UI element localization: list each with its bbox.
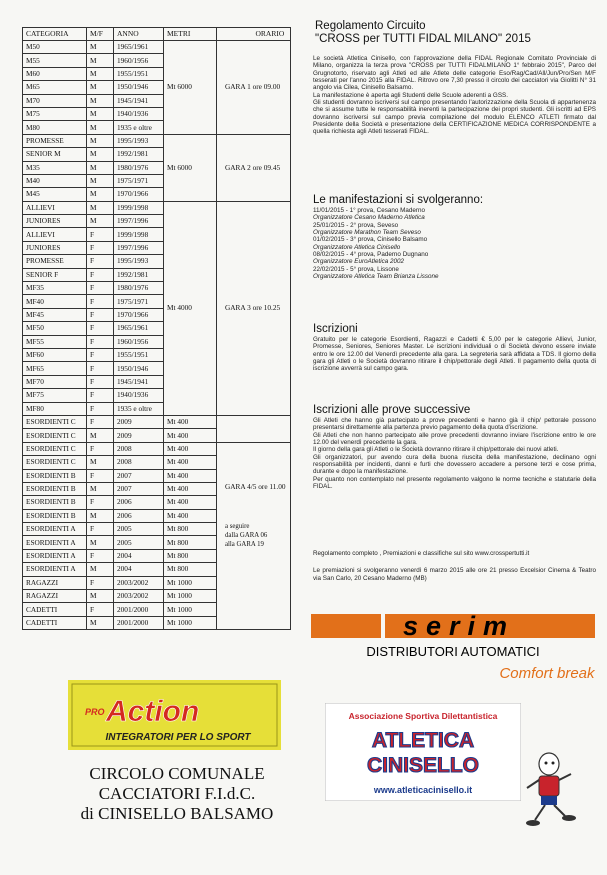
row-categoria: SENIOR M [23, 148, 87, 161]
row-metri: Mt 800 [164, 549, 217, 562]
row-categoria: RAGAZZI [23, 576, 87, 589]
header-mf: M/F [87, 28, 114, 41]
row-mf: M [87, 54, 114, 67]
row-mf: M [87, 67, 114, 80]
footer-website: Regolamento completo , Premiazioni e classifiche sul sito www.crosspertutti.it [313, 550, 530, 557]
row-mf: F [87, 523, 114, 536]
circolo-line-2: CACCIATORI F.I.d.C. [98, 784, 256, 803]
header-categoria: CATEGORIA [23, 28, 87, 41]
circolo-line-3: di CINISELLO BALSAMO [80, 804, 274, 823]
row-categoria: MF75 [23, 389, 87, 402]
row-anno: 1940/1936 [114, 389, 164, 402]
row-anno: 1960/1956 [114, 335, 164, 348]
row-mf: M [87, 107, 114, 120]
row-anno: 2006 [114, 509, 164, 522]
row-metri: Mt 800 [164, 536, 217, 549]
row-anno: 1945/1941 [114, 375, 164, 388]
prove-paragraph-4: Gli organizzatori, pur avendo cura della buona riuscita della manifestazione, declinano ogni responsabilità per incidenti, danni e furti che dovessero accadere a persone terzi e cose prima, durante e dopo la manifestazione. [313, 453, 596, 476]
row-categoria: M55 [23, 54, 87, 67]
event-organizer: Organizzatore Cesano Maderno Atletica [313, 214, 425, 222]
row-anno: 1965/1961 [114, 322, 164, 335]
row-categoria: CADETTI [23, 616, 87, 629]
row-anno: 1997/1996 [114, 215, 164, 228]
row-categoria: M35 [23, 161, 87, 174]
row-anno: 1965/1961 [114, 41, 164, 54]
header-anno: ANNO [114, 28, 164, 41]
serim-logo [309, 612, 597, 686]
row-mf: M [87, 536, 114, 549]
events-list [313, 207, 596, 280]
row-mf: M [87, 94, 114, 107]
row-mf: F [87, 268, 114, 281]
group-orario-line: a seguire [225, 523, 250, 531]
table-row [23, 442, 291, 455]
prove-paragraph-3: Il giorno della gara gli Atleti o le Società dovranno ritirare il chip/pettorale dei nuovi atleti. [313, 446, 559, 454]
row-categoria: ESORDIENTI B [23, 509, 87, 522]
row-anno: 1999/1998 [114, 228, 164, 241]
row-categoria: MF35 [23, 282, 87, 295]
table-row [23, 41, 291, 54]
prove-paragraph-5: Per quanto non contemplato nel presente regolamento valgono le norme tecniche e statutarie della FIDAL. [313, 475, 596, 491]
row-mf: M [87, 509, 114, 522]
category-table [22, 27, 291, 630]
row-anno: 1997/1996 [114, 241, 164, 254]
event-organizer: Organizzatore EuroAtletica 2002 [313, 258, 405, 266]
iscrizioni-section [313, 323, 596, 373]
prove-paragraph-2: Gli Atleti che non hanno partecipato alle prove precedenti dovranno inviare l'iscrizione entro le ore 12.00 del venerdì precedente la gara. [313, 431, 596, 447]
row-anno: 2007 [114, 482, 164, 495]
row-anno: 1992/1981 [114, 268, 164, 281]
proaction-logo [68, 680, 281, 750]
atletica-url: www.atleticacinisello.it [373, 785, 473, 795]
row-metri: Mt 400 [164, 482, 217, 495]
iscrizioni-heading: Iscrizioni [313, 323, 358, 335]
row-metri: Mt 400 [164, 442, 217, 455]
row-categoria: M60 [23, 67, 87, 80]
intro-paragraph-3: Gli studenti dovranno iscriversi sul campo presentando l'autorizzazione della Scuola di appartenenza che si assume tutte le responsabilità inerenti la partecipazione dei propri studenti. Gli iscritti ad EPS dovranno iscriversi sul campo previa compilazione del modulo ELENCO ATLETI firmato dal Presidente della Società e presentazione della CERTIFICAZIONE MEDICA CORRISPONDENTE a quella richiesta agli Atleti tesserati FIDAL. [313, 99, 596, 136]
serim-name: serim [402, 612, 516, 641]
manifestazioni-section [313, 194, 596, 280]
row-metri: Mt 400 [164, 415, 217, 428]
row-mf: F [87, 603, 114, 616]
group-orario: GARA 1 ore 09.00 [217, 41, 291, 135]
event-organizer: Organizzatore Marathon Team Seveso [313, 229, 421, 237]
group-orario [217, 415, 291, 442]
row-mf: F [87, 255, 114, 268]
row-anno: 1955/1951 [114, 348, 164, 361]
row-anno: 1950/1946 [114, 362, 164, 375]
row-mf: M [87, 616, 114, 629]
row-categoria: M40 [23, 174, 87, 187]
row-anno: 1980/1976 [114, 282, 164, 295]
event-line: 25/01/2015 - 2° prova, Seveso [313, 221, 399, 229]
row-anno: 1975/1971 [114, 295, 164, 308]
row-metri: Mt 1000 [164, 616, 217, 629]
group-metri: Mt 4000 [164, 201, 217, 415]
manifestazioni-heading: Le manifestazioni si svolgeranno: [313, 194, 484, 206]
row-mf: F [87, 469, 114, 482]
title-block [313, 20, 596, 46]
prove-section [313, 404, 596, 490]
serim-subtitle: DISTRIBUTORI AUTOMATICI [366, 644, 540, 659]
row-mf: F [87, 402, 114, 415]
proaction-action: Action [106, 695, 200, 728]
row-categoria: ESORDIENTI B [23, 469, 87, 482]
row-metri: Mt 400 [164, 456, 217, 469]
row-categoria: ESORDIENTI C [23, 415, 87, 428]
row-anno: 2009 [114, 429, 164, 442]
row-categoria: MF70 [23, 375, 87, 388]
row-categoria: JUNIORES [23, 215, 87, 228]
circolo-block [60, 764, 294, 824]
table-row [23, 415, 291, 428]
title-line2: "CROSS per TUTTI FIDAL MILANO" 2015 [315, 33, 531, 45]
prove-paragraph-1: Gli Atleti che hanno già partecipato a prove precedenti e hanno già il chip/ pettorale possono presentarsi direttamente alla partenza previo pagamento della quota d'iscrizione. [313, 417, 596, 432]
header-metri: METRI [164, 28, 217, 41]
group-orario [217, 442, 291, 629]
row-mf: M [87, 215, 114, 228]
row-categoria: ESORDIENTI A [23, 523, 87, 536]
row-mf: M [87, 81, 114, 94]
group-metri: Mt 6000 [164, 134, 217, 201]
row-categoria: ALLIEVI [23, 201, 87, 214]
proaction-pro: PRO [85, 707, 105, 717]
row-categoria: M45 [23, 188, 87, 201]
row-metri: Mt 800 [164, 523, 217, 536]
row-anno: 1945/1941 [114, 94, 164, 107]
row-anno: 1935 e oltre [114, 402, 164, 415]
row-anno: 2005 [114, 523, 164, 536]
row-mf: M [87, 188, 114, 201]
row-categoria: ESORDIENTI C [23, 442, 87, 455]
table-row [23, 134, 291, 147]
row-anno: 1975/1971 [114, 174, 164, 187]
row-anno: 1935 e oltre [114, 121, 164, 134]
row-categoria: M65 [23, 81, 87, 94]
row-mf: F [87, 415, 114, 428]
row-mf: F [87, 362, 114, 375]
row-mf: M [87, 429, 114, 442]
row-metri: Mt 400 [164, 509, 217, 522]
group-orario: GARA 3 ore 10.25 [217, 201, 291, 415]
row-mf: F [87, 228, 114, 241]
row-categoria: MF40 [23, 295, 87, 308]
row-anno: 2004 [114, 549, 164, 562]
group-metri: Mt 6000 [164, 41, 217, 135]
intro-paragraph-2: La manifestazione è aperta agli Studenti delle Scuole aderenti a GSS. [313, 91, 508, 99]
row-mf: F [87, 282, 114, 295]
row-anno: 2006 [114, 496, 164, 509]
table-header [23, 28, 291, 41]
proaction-subtitle: INTEGRATORI PER LO SPORT [105, 732, 251, 743]
row-metri: Mt 1000 [164, 590, 217, 603]
serim-tagline: Comfort break [499, 665, 595, 682]
row-categoria: MF50 [23, 322, 87, 335]
row-anno: 1995/1993 [114, 134, 164, 147]
row-anno: 2003/2002 [114, 576, 164, 589]
gara-4-5-label: GARA 4/5 ore 11.00 [225, 482, 286, 491]
row-categoria: RAGAZZI [23, 590, 87, 603]
row-categoria: SENIOR F [23, 268, 87, 281]
row-categoria: MF45 [23, 308, 87, 321]
row-mf: M [87, 121, 114, 134]
row-mf: F [87, 375, 114, 388]
row-mf: F [87, 295, 114, 308]
row-categoria: ESORDIENTI A [23, 549, 87, 562]
row-mf: M [87, 134, 114, 147]
row-mf: M [87, 161, 114, 174]
row-categoria: M80 [23, 121, 87, 134]
row-categoria: MF80 [23, 402, 87, 415]
row-mf: F [87, 549, 114, 562]
intro-section [313, 55, 596, 136]
group-orario-line: alla GARA 19 [225, 541, 264, 549]
row-categoria: ESORDIENTI C [23, 456, 87, 469]
row-metri: Mt 400 [164, 429, 217, 442]
row-categoria: MF60 [23, 348, 87, 361]
event-line: 11/01/2015 - 1° prova, Cesano Maderno [313, 207, 425, 214]
row-anno: 1992/1981 [114, 148, 164, 161]
row-categoria: CADETTI [23, 603, 87, 616]
row-anno: 2003/2002 [114, 590, 164, 603]
row-anno: 2001/2000 [114, 603, 164, 616]
row-categoria: PROMESSE [23, 134, 87, 147]
row-mf: M [87, 174, 114, 187]
group-orario-line: dalla GARA 06 [225, 532, 268, 540]
event-organizer: Organizzatore Atletica Team Brianza Lissone [313, 273, 439, 281]
row-anno: 1950/1946 [114, 81, 164, 94]
row-anno: 1970/1966 [114, 308, 164, 321]
row-categoria: MF55 [23, 335, 87, 348]
event-line: 22/02/2015 - 5° prova, Lissone [313, 265, 399, 273]
row-anno: 1999/1998 [114, 201, 164, 214]
row-categoria: M50 [23, 41, 87, 54]
row-mf: F [87, 322, 114, 335]
group-orario: GARA 2 ore 09.45 [217, 134, 291, 201]
row-mf: F [87, 335, 114, 348]
row-anno: 2005 [114, 536, 164, 549]
event-line: 01/02/2015 - 3° prova, Cinisello Balsamo [313, 236, 428, 244]
row-metri: Mt 400 [164, 496, 217, 509]
footer-section [313, 550, 596, 582]
iscrizioni-text: Gratuito per le categorie Esordienti, Ragazzi e Cadetti € 5,00 per le categorie Allievi, Junior, Promesse, Seniores, Seniores Master. Le iscrizioni individuali o di Società devono essere inviate entro le ore 12.00 del Venerdì precedente alla gara. La segreteria sarà affidata a TDS. Il giorno della gara gli Atleti o le Società dovranno ritirare il chip/pettorale degli Atleti. Il pagamento della quota di iscrizione avverrà sul campo gara. [313, 336, 596, 373]
row-mf: M [87, 201, 114, 214]
row-anno: 1970/1966 [114, 188, 164, 201]
event-organizer: Organizzatore Atletica Cinisello [313, 243, 401, 251]
title-line1: Regolamento Circuito [315, 20, 426, 32]
row-anno: 2007 [114, 469, 164, 482]
event-line: 08/02/2015 - 4° prova, Paderno Dugnano [313, 251, 429, 259]
runner-mascot-icon [523, 750, 581, 830]
row-mf: F [87, 496, 114, 509]
row-anno: 2008 [114, 456, 164, 469]
header-orario: ORARIO [253, 28, 291, 41]
row-categoria: PROMESSE [23, 255, 87, 268]
row-anno: 1940/1936 [114, 107, 164, 120]
prove-heading: Iscrizioni alle prove successive [313, 404, 471, 416]
row-categoria: M75 [23, 107, 87, 120]
row-mf: F [87, 308, 114, 321]
row-mf: F [87, 576, 114, 589]
atletica-line-1: ATLETICA [371, 729, 475, 752]
atletica-top: Associazione Sportiva Dilettantistica [348, 711, 498, 721]
row-categoria: M70 [23, 94, 87, 107]
circolo-line-1: CIRCOLO COMUNALE [89, 764, 265, 783]
row-anno: 1955/1951 [114, 67, 164, 80]
row-categoria: ESORDIENTI B [23, 496, 87, 509]
row-categoria: ESORDIENTI C [23, 429, 87, 442]
row-anno: 2004 [114, 563, 164, 576]
row-mf: M [87, 148, 114, 161]
row-metri: Mt 400 [164, 469, 217, 482]
row-metri: Mt 800 [164, 563, 217, 576]
intro-paragraph-1: Le società Atletica Cinisello, con l'approvazione della FIDAL Regionale Comitato Provinciale di Milano, organizza la terza prova "CROSS per TUTTI FIDALMILANO 1° febbraio 2015", Parco del Grugnotorto, riservato agli Atleti ed alle Atlete delle categorie Eso/Rag/Cad/All/Jun/Pro/Sen M/F tesserati per l'anno 2015 alla FIDAL. Ritrovo ore 7,30 presso il circolo dei cacciatori via Giolitti N° 31 angolo via Cilea, Cinisello Balsamo. [313, 55, 596, 92]
row-categoria: JUNIORES [23, 241, 87, 254]
row-mf: F [87, 389, 114, 402]
row-mf: M [87, 456, 114, 469]
row-mf: M [87, 41, 114, 54]
row-metri: Mt 1000 [164, 576, 217, 589]
row-mf: M [87, 563, 114, 576]
table-row [23, 201, 291, 214]
row-anno: 2009 [114, 415, 164, 428]
row-mf: F [87, 442, 114, 455]
footer-premiazioni: Le premiazioni si svolgeranno venerdì 6 marzo 2015 alle ore 21 presso Excelsior Cinema & Teatro via San Carlo, 20 Cesano Maderno (MB) [313, 567, 596, 582]
row-categoria: MF65 [23, 362, 87, 375]
row-anno: 2001/2000 [114, 616, 164, 629]
row-anno: 1980/1976 [114, 161, 164, 174]
row-anno: 1960/1956 [114, 54, 164, 67]
row-mf: F [87, 348, 114, 361]
row-metri: Mt 1000 [164, 603, 217, 616]
atletica-cinisello-logo [325, 703, 521, 801]
row-mf: M [87, 482, 114, 495]
row-mf: F [87, 241, 114, 254]
row-anno: 1995/1993 [114, 255, 164, 268]
row-mf: M [87, 590, 114, 603]
row-categoria: ALLIEVI [23, 228, 87, 241]
row-categoria: ESORDIENTI A [23, 536, 87, 549]
row-anno: 2008 [114, 442, 164, 455]
row-categoria: ESORDIENTI A [23, 563, 87, 576]
row-categoria: ESORDIENTI B [23, 482, 87, 495]
atletica-line-2: CINISELLO [366, 754, 480, 777]
